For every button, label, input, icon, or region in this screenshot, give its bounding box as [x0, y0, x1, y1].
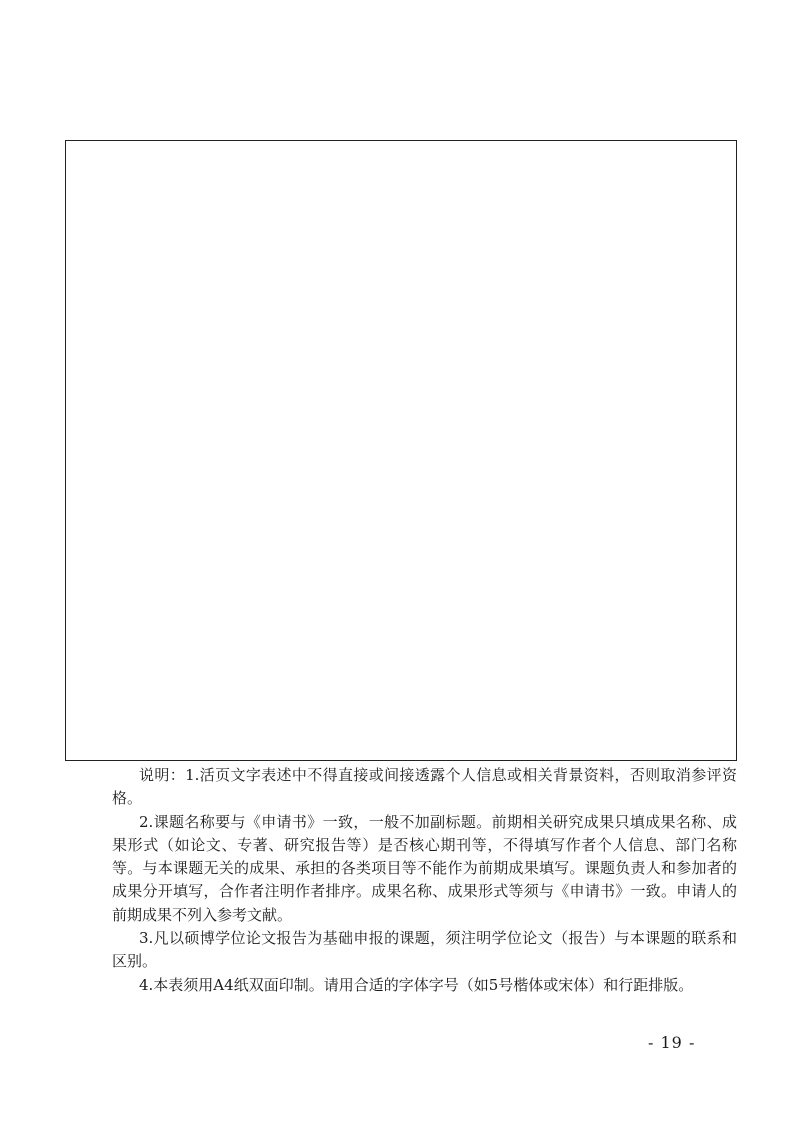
note-1: 说明：1.活页文字表述中不得直接或间接透露个人信息或相关背景资料，否则取消参评资格。	[112, 766, 737, 808]
instructions	[112, 764, 737, 997]
note-3: 3.凡以硕博学位论文报告为基础申报的课题，须注明学位论文（报告）与本课题的联系和区别。	[112, 929, 737, 971]
content-box	[65, 140, 737, 761]
note-2: 2.课题名称要与《申请书》一致，一般不加副标题。前期相关研究成果只填成果名称、成果形式（如论文、专著、研究报告等）是否核心期刊等，不得填写作者个人信息、部门名称等。与本课题无关的成果、承担的各类项目等不能作为前期成果填写。课题负责人和参加者的成果分开填写，合作者注明作者排序。成果名称、成果形式等须与《申请书》一致。申请人的前期成果不列入参考文献。	[112, 812, 737, 924]
note-4: 4.本表须用A4纸双面印制。请用合适的字体字号（如5号楷体或宋体）和行距排版。	[139, 975, 694, 994]
page-number: - 19 -	[648, 1033, 696, 1052]
